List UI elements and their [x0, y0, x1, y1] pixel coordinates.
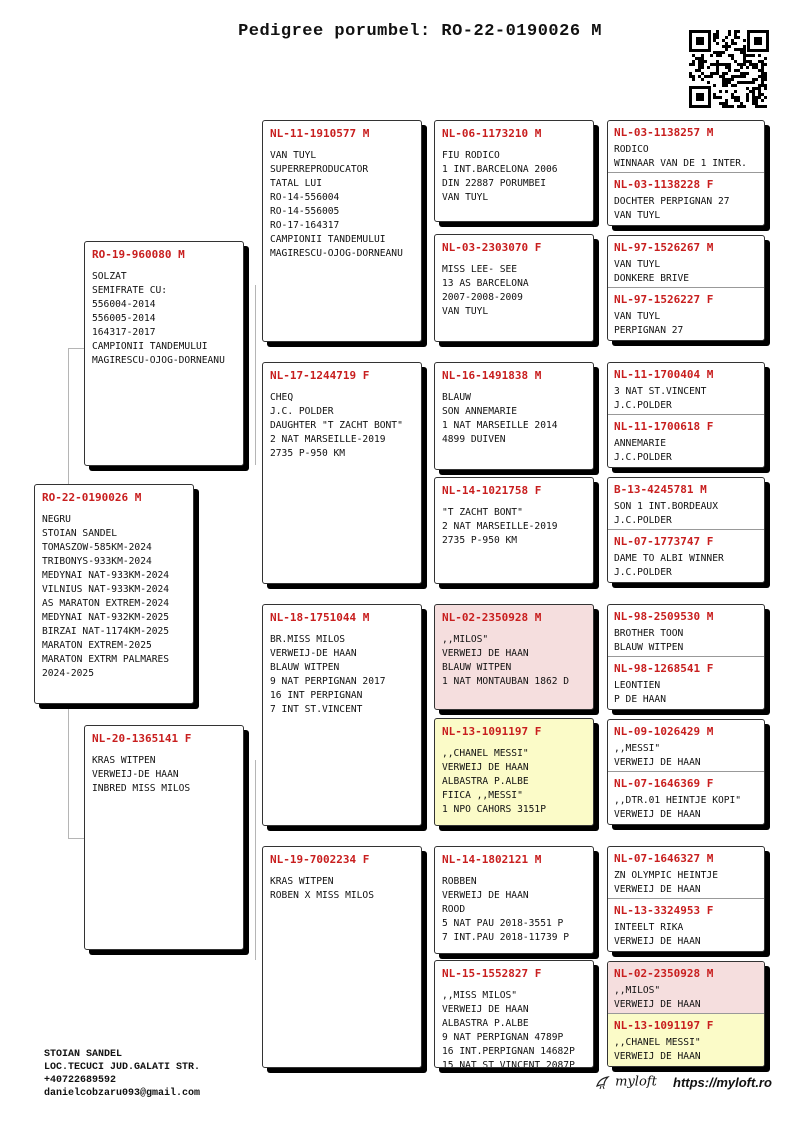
pedigree-line: "T ZACHT BONT"	[442, 507, 523, 518]
ring-number: NL-14-1021758 F	[442, 484, 542, 497]
ancestor-entry[interactable]	[608, 847, 764, 899]
pedigree-line: P DE HAAN	[614, 694, 666, 705]
pedigree-line: 556004-2014	[92, 299, 156, 310]
qr-module	[755, 78, 758, 81]
qr-module	[719, 90, 722, 93]
pedigree-line: VAN TUYL	[614, 259, 661, 270]
ancestor-entry[interactable]	[608, 1014, 764, 1066]
subject-lines	[42, 513, 186, 681]
ring-number: NL-97-1526227 F	[614, 293, 714, 306]
ring-number: NL-11-1700404 M	[614, 368, 714, 381]
ring-number: NL-14-1802121 M	[442, 853, 542, 866]
pedigree-line: VAN TUYL	[442, 192, 489, 203]
pigeon-lines	[442, 263, 586, 319]
qr-module	[746, 72, 749, 75]
pedigree-line: MARATON EXTRM PALMARES	[42, 654, 170, 665]
qr-module	[725, 48, 728, 51]
ancestor-pair	[607, 604, 765, 710]
pedigree-line: 164317-2017	[92, 327, 156, 338]
pedigree-line: J.C.POLDER	[614, 400, 672, 411]
ring-number: NL-20-1365141 F	[92, 732, 192, 745]
pedigree-line: TATAL LUI	[270, 178, 322, 189]
pedigree-line: VERWEIJ DE HAAN	[614, 884, 701, 895]
ancestor-pair	[607, 120, 765, 226]
great-grandparent-card[interactable]	[434, 362, 594, 470]
pedigree-line: BLAUW	[442, 392, 471, 403]
qr-module	[701, 66, 704, 69]
qr-module	[734, 84, 737, 87]
qr-module	[707, 66, 710, 69]
pedigree-line: VAN TUYL	[614, 210, 661, 221]
pedigree-line: ZN OLYMPIC HEINTJE	[614, 870, 718, 881]
pedigree-line: RODICO	[614, 144, 649, 155]
qr-module	[716, 36, 719, 39]
ring-number: NL-11-1700618 F	[614, 420, 714, 433]
pedigree-line: RO-14-556005	[270, 206, 340, 217]
pedigree-line: DAME TO ALBI WINNER	[614, 553, 724, 564]
pedigree-line: VAN TUYL	[442, 306, 489, 317]
pedigree-line: 2735 P-950 KM	[442, 535, 518, 546]
ring-number: NL-03-2303070 F	[442, 241, 542, 254]
pedigree-line: AS MARATON EXTREM-2024	[42, 598, 170, 609]
pedigree-line: LOC.TECUCI JUD.GALATI STR.	[44, 1062, 201, 1073]
grandparent-card[interactable]	[262, 846, 422, 1068]
page-title: Pedigree porumbel: RO-22-0190026 M	[238, 22, 602, 41]
pedigree-line: 5 NAT PAU 2018-3551 P	[442, 918, 564, 929]
grandparent-card[interactable]	[262, 362, 422, 584]
pedigree-line: 556005-2014	[92, 313, 156, 324]
ancestor-entry[interactable]	[608, 530, 764, 582]
pedigree-line: KRAS WITPEN	[92, 755, 156, 766]
qr-module	[725, 90, 728, 93]
pedigree-line: MISS LEE- SEE	[442, 264, 518, 275]
pedigree-line: CAMPIONII TANDEMULUI	[92, 341, 208, 352]
pedigree-line: PERPIGNAN 27	[614, 325, 684, 336]
pedigree-line: 16 INT PERPIGNAN	[270, 690, 363, 701]
pedigree-line: 1 NAT MONTAUBAN 1862 D	[442, 676, 570, 687]
qr-code	[689, 30, 769, 108]
pedigree-line: ,,MILOS"	[614, 985, 661, 996]
ring-number: NL-13-1091197 F	[442, 725, 542, 738]
qr-module	[722, 51, 725, 54]
pedigree-line: ,,MISS MILOS"	[442, 990, 518, 1001]
pigeon-lines	[442, 747, 586, 817]
pedigree-line: VERWEIJ DE HAAN	[614, 757, 701, 768]
qr-module	[764, 78, 767, 81]
pigeon-lines	[442, 149, 586, 205]
dam-card[interactable]	[84, 725, 244, 950]
qr-module	[719, 54, 722, 57]
qr-module	[701, 78, 704, 81]
pedigree-line: RO-17-164317	[270, 220, 340, 231]
ring-number: NL-02-2350928 M	[614, 967, 714, 980]
qr-module	[707, 81, 710, 84]
pedigree-line: +40722689592	[44, 1075, 117, 1086]
qr-module	[725, 72, 728, 75]
great-grandparent-card[interactable]	[434, 120, 594, 222]
pigeon-lines	[442, 391, 586, 447]
pigeon-lines	[614, 679, 758, 707]
ring-number: NL-02-2350928 M	[442, 611, 542, 624]
qr-module	[725, 36, 728, 39]
brand-logo	[595, 1074, 657, 1090]
ring-number: NL-97-1526267 M	[614, 241, 714, 254]
pedigree-line: J.C.POLDER	[614, 567, 672, 578]
sire-lines	[92, 270, 236, 368]
pedigree-line: ALBASTRA P.ALBE	[442, 776, 529, 787]
qr-module	[737, 30, 740, 33]
ancestor-entry[interactable]	[608, 236, 764, 288]
pedigree-line: 13 AS BARCELONA	[442, 278, 529, 289]
pedigree-line: VERWEIJ DE HAAN	[614, 809, 701, 820]
pedigree-line: INBRED MISS MILOS	[92, 783, 191, 794]
ring-number: NL-07-1773747 F	[614, 535, 714, 548]
ancestor-entry[interactable]	[608, 899, 764, 951]
qr-module	[734, 42, 737, 45]
pedigree-line: ROBBEN	[442, 876, 477, 887]
ancestor-pair	[607, 961, 765, 1067]
pigeon-lines	[442, 633, 586, 689]
pedigree-line: VERWEIJ-DE HAAN	[92, 769, 179, 780]
great-grandparent-card[interactable]	[434, 960, 594, 1068]
pigeon-lines	[614, 921, 758, 949]
ancestor-entry[interactable]	[608, 121, 764, 173]
qr-module	[761, 99, 764, 102]
pedigree-line: STOIAN SANDEL	[42, 528, 118, 539]
pedigree-line: ,,CHANEL MESSI"	[614, 1037, 701, 1048]
qr-module	[737, 36, 740, 39]
pedigree-line: LEONTIEN	[614, 680, 661, 691]
website-link[interactable]: https://myloft.ro	[673, 1075, 772, 1090]
pedigree-line: ROBEN X MISS MILOS	[270, 890, 374, 901]
pedigree-line: VERWEIJ DE HAAN	[442, 648, 529, 659]
pedigree-line: BLAUW WITPEN	[442, 662, 512, 673]
pigeon-lines	[614, 627, 758, 655]
ancestor-entry[interactable]	[608, 478, 764, 530]
pedigree-line: VERWEIJ DE HAAN	[614, 999, 701, 1010]
pedigree-line: ,,MESSI"	[614, 743, 661, 754]
ring-number: NL-19-7002234 F	[270, 853, 370, 866]
pigeon-lines	[614, 552, 758, 580]
ring-number: NL-13-3324953 F	[614, 904, 714, 917]
pedigree-line: 4899 DUIVEN	[442, 434, 506, 445]
brand-name: myloft	[615, 1074, 657, 1090]
pigeon-lines	[614, 310, 758, 338]
qr-module	[731, 105, 734, 108]
pedigree-line: VERWEIJ DE HAAN	[442, 1004, 529, 1015]
pedigree-line: ROOD	[442, 904, 466, 915]
pedigree-line: NEGRU	[42, 514, 71, 525]
ancestor-entry[interactable]	[608, 657, 764, 709]
ancestor-pair	[607, 846, 765, 952]
qr-module	[728, 45, 731, 48]
pedigree-line: 15 NAT ST VINCENT 2087P	[442, 1060, 575, 1068]
pedigree-line: FIU RODICO	[442, 150, 500, 161]
ancestor-entry[interactable]	[608, 415, 764, 467]
pigeon-lines	[270, 633, 414, 717]
qr-module	[728, 33, 731, 36]
ring-number: NL-07-1646327 M	[614, 852, 714, 865]
connector	[68, 348, 85, 489]
ring-number: NL-15-1552827 F	[442, 967, 542, 980]
ring-number: RO-19-960080 M	[92, 248, 185, 261]
ring-number: NL-09-1026429 M	[614, 725, 714, 738]
qr-module	[743, 75, 746, 78]
pedigree-line: STOIAN SANDEL	[44, 1049, 123, 1060]
pedigree-line: INTEELT RIKA	[614, 922, 684, 933]
owner-contact	[44, 1048, 200, 1100]
great-grandparent-card[interactable]	[434, 604, 594, 710]
pedigree-line: MARATON EXTREM-2025	[42, 640, 152, 651]
ancestor-entry[interactable]	[608, 605, 764, 657]
ancestor-pair	[607, 477, 765, 583]
qr-module	[743, 39, 746, 42]
pedigree-line: BROTHER TOON	[614, 628, 684, 639]
qr-module	[764, 57, 767, 60]
pedigree-line: DOCHTER PERPIGNAN 27	[614, 196, 730, 207]
pedigree-line: SOLZAT	[92, 271, 127, 282]
qr-finder-icon	[689, 86, 711, 108]
pedigree-line: 1 INT.BARCELONA 2006	[442, 164, 558, 175]
pigeon-lines	[614, 794, 758, 822]
pedigree-line: 3 NAT ST.VINCENT	[614, 386, 707, 397]
pigeon-lines	[614, 869, 758, 897]
ring-number: B-13-4245781 M	[614, 483, 707, 496]
qr-module	[752, 54, 755, 57]
pedigree-line: DONKERE BRIVE	[614, 273, 690, 284]
pigeon-lines	[442, 506, 586, 548]
pigeon-lines	[614, 984, 758, 1012]
ancestor-entry[interactable]	[608, 772, 764, 824]
pedigree-line: DIN 22887 PORUMBEI	[442, 178, 546, 189]
pedigree-line: MEDYNAI NAT-932KM-2025	[42, 612, 170, 623]
sire-card[interactable]	[84, 241, 244, 466]
qr-module	[734, 90, 737, 93]
pedigree-line: 2 NAT MARSEILLE-2019	[270, 434, 386, 445]
qr-module	[746, 99, 749, 102]
grandparent-card[interactable]	[262, 120, 422, 342]
pedigree-line: VAN TUYL	[614, 311, 661, 322]
qr-module	[764, 96, 767, 99]
pedigree-line: 16 INT.PERPIGNAN 14682P	[442, 1046, 575, 1057]
pedigree-line: 1 NPO CAHORS 3151P	[442, 804, 546, 815]
qr-module	[731, 78, 734, 81]
subject-card[interactable]	[34, 484, 194, 704]
great-grandparent-card[interactable]	[434, 846, 594, 954]
pedigree-line: BLAUW WITPEN	[270, 662, 340, 673]
pedigree-line: BR.MISS MILOS	[270, 634, 346, 645]
ring-number: RO-22-0190026 M	[42, 491, 142, 504]
pigeon-lines	[270, 149, 414, 261]
ring-number: NL-13-1091197 F	[614, 1019, 714, 1032]
ring-number: NL-06-1173210 M	[442, 127, 542, 140]
pedigree-line: VERWEIJ DE HAAN	[614, 1051, 701, 1062]
pedigree-line: MAGIRESCU-OJOG-DORNEANU	[92, 355, 225, 366]
dam-lines	[92, 754, 236, 796]
pigeon-lines	[442, 989, 586, 1068]
pedigree-line: RO-14-556004	[270, 192, 340, 203]
pedigree-line: KRAS WITPEN	[270, 876, 334, 887]
qr-module	[713, 84, 716, 87]
ancestor-entry[interactable]	[608, 363, 764, 415]
pedigree-line: DAUGHTER "T ZACHT BONT"	[270, 420, 403, 431]
pedigree-line: TRIBONYS-933KM-2024	[42, 556, 152, 567]
pedigree-line: VERWEIJ DE HAAN	[442, 890, 529, 901]
pigeon-lines	[614, 385, 758, 413]
pedigree-line: 7 INT ST.VINCENT	[270, 704, 363, 715]
ring-number: NL-98-2509530 M	[614, 610, 714, 623]
ancestor-entry[interactable]	[608, 962, 764, 1014]
pigeon-icon	[595, 1074, 611, 1090]
qr-module	[746, 66, 749, 69]
ring-number: NL-07-1646369 F	[614, 777, 714, 790]
pedigree-line: 7 INT.PAU 2018-11739 P	[442, 932, 570, 943]
pedigree-line: VILNIUS NAT-933KM-2024	[42, 584, 170, 595]
pigeon-lines	[442, 875, 586, 945]
pigeon-lines	[614, 742, 758, 770]
pedigree-line: CAMPIONII TANDEMULUI	[270, 234, 386, 245]
pedigree-line: VERWEIJ DE HAAN	[442, 762, 529, 773]
pedigree-line: FIICA ,,MESSI"	[442, 790, 523, 801]
great-grandparent-card[interactable]	[434, 718, 594, 826]
pedigree-line: 9 NAT PERPIGNAN 4789P	[442, 1032, 564, 1043]
qr-module	[710, 75, 713, 78]
pedigree-line: MAGIRESCU-OJOG-DORNEANU	[270, 248, 403, 259]
pigeon-lines	[270, 391, 414, 461]
pedigree-line: VERWEIJ DE HAAN	[614, 936, 701, 947]
pigeon-lines	[614, 500, 758, 528]
ring-number: NL-03-1138228 F	[614, 178, 714, 191]
pedigree-line: J.C.POLDER	[614, 452, 672, 463]
qr-module	[743, 105, 746, 108]
pedigree-line: 2007-2008-2009	[442, 292, 523, 303]
pedigree-line: WINNAAR VAN DE 1 INTER.	[614, 158, 747, 169]
ring-number: NL-18-1751044 M	[270, 611, 370, 624]
great-grandparent-card[interactable]	[434, 234, 594, 342]
pigeon-lines	[614, 195, 758, 223]
pedigree-line: ,,CHANEL MESSI"	[442, 748, 529, 759]
pedigree-line: VERWEIJ-DE HAAN	[270, 648, 357, 659]
qr-module	[710, 54, 713, 57]
pedigree-line: 2 NAT MARSEILLE-2019	[442, 521, 558, 532]
pigeon-lines	[270, 875, 414, 903]
pedigree-line: VAN TUYL	[270, 150, 317, 161]
pedigree-line: SON 1 INT.BORDEAUX	[614, 501, 718, 512]
connector	[68, 706, 85, 839]
qr-module	[758, 54, 761, 57]
ancestor-entry[interactable]	[608, 720, 764, 772]
pedigree-line: 2735 P-950 KM	[270, 448, 346, 459]
ring-number: NL-16-1491838 M	[442, 369, 542, 382]
pedigree-line: SEMIFRATE CU:	[92, 285, 168, 296]
pigeon-lines	[614, 437, 758, 465]
ring-number: NL-98-1268541 F	[614, 662, 714, 675]
qr-module	[725, 84, 728, 87]
ancestor-pair	[607, 719, 765, 825]
pedigree-line: danielcobzaru093@gmail.com	[44, 1088, 201, 1099]
pigeon-lines	[614, 143, 758, 171]
qr-module	[692, 78, 695, 81]
pedigree-line: J.C. POLDER	[270, 406, 334, 417]
pedigree-line: ANNEMARIE	[614, 438, 666, 449]
pedigree-line: BLAUW WITPEN	[614, 642, 684, 653]
ring-number: NL-03-1138257 M	[614, 126, 714, 139]
qr-module	[764, 63, 767, 66]
pigeon-lines	[614, 1036, 758, 1064]
grandparent-card[interactable]	[262, 604, 422, 826]
qr-module	[716, 42, 719, 45]
ancestor-entry[interactable]	[608, 288, 764, 340]
pigeon-lines	[614, 258, 758, 286]
pedigree-line: MEDYNAI NAT-933KM-2024	[42, 570, 170, 581]
ring-number: NL-11-1910577 M	[270, 127, 370, 140]
qr-module	[740, 66, 743, 69]
qr-module	[692, 63, 695, 66]
pedigree-line: ,,DTR.01 HEINTJE KOPI"	[614, 795, 742, 806]
ring-number: NL-17-1244719 F	[270, 369, 370, 382]
pedigree-line: CHEQ	[270, 392, 294, 403]
pedigree-line: 2024-2025	[42, 668, 94, 679]
ancestor-entry[interactable]	[608, 173, 764, 225]
pedigree-line: ALBASTRA P.ALBE	[442, 1018, 529, 1029]
qr-module	[764, 105, 767, 108]
ancestor-pair	[607, 362, 765, 468]
pedigree-line: 9 NAT PERPIGNAN 2017	[270, 676, 386, 687]
pedigree-line: SUPERREPRODUCATOR	[270, 164, 369, 175]
pedigree-line: J.C.POLDER	[614, 515, 672, 526]
pedigree-line: BIRZAI NAT-1174KM-2025	[42, 626, 170, 637]
qr-module	[752, 81, 755, 84]
great-grandparent-card[interactable]	[434, 477, 594, 584]
pedigree-line: ,,MILOS"	[442, 634, 489, 645]
qr-module	[704, 60, 707, 63]
pedigree-line: 1 NAT MARSEILLE 2014	[442, 420, 558, 431]
qr-finder-icon	[747, 30, 769, 52]
qr-finder-icon	[689, 30, 711, 52]
ancestor-pair	[607, 235, 765, 341]
qr-module	[719, 96, 722, 99]
qr-module	[728, 69, 731, 72]
pedigree-line: TOMASZOW-585KM-2024	[42, 542, 152, 553]
qr-module	[764, 87, 767, 90]
pedigree-line: SON ANNEMARIE	[442, 406, 518, 417]
